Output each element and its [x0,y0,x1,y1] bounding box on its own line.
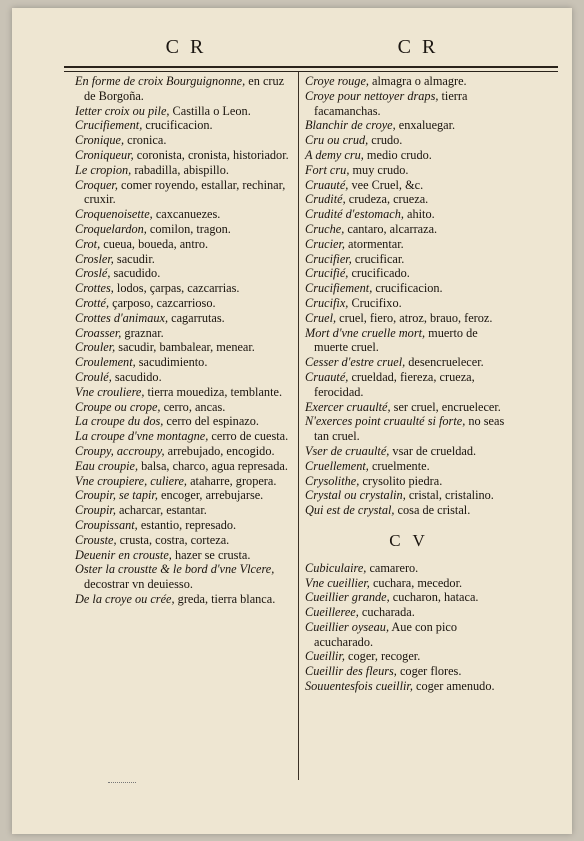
headword: Cueillier oyseau, [305,619,390,634]
dictionary-entry [305,266,513,281]
translation: cosa de cristal. [394,503,471,518]
headword: Cubiculaire, [305,560,367,575]
translation: sacudido. [110,266,161,281]
translation: muerto de muerte cruel. [314,325,478,355]
translation: çarposo, cazcarrioso. [109,295,216,310]
headword: Oster la croustte & le bord d'vne Vlcere, [75,562,275,577]
dictionary-entry [75,266,293,281]
translation: atormentar. [344,236,404,251]
dictionary-entry [305,679,513,694]
translation: coger flores. [396,664,462,679]
translation: rabadilla, abispillo. [131,162,229,177]
headword: Croslé, [75,266,111,281]
translation: cagarrutas. [168,310,225,325]
headword: Crottes d'animaux, [75,310,169,325]
headword: Cruauté, [305,369,349,384]
dictionary-entry [75,592,293,607]
dictionary-entry [305,133,513,148]
dictionary-entry [75,459,293,474]
dictionary-entry [75,237,293,252]
translation: decostrar vn deuiesso. [84,577,193,592]
headword: Crucier, [305,236,345,251]
dictionary-entry [305,74,513,89]
dictionary-entry [75,252,293,267]
headword: Crucifiement, [75,118,143,133]
translation: encoger, arrebujarse. [157,488,264,503]
headword: Cueillier grande, [305,590,390,605]
translation: balsa, charco, agua represada. [138,458,288,473]
translation: graznar. [121,325,164,340]
headword: Crudité d'estomach, [305,207,404,222]
headword: Cruellement, [305,458,369,473]
translation: sacudir, bambalear, menear. [115,340,255,355]
headword: Eau croupie, [75,458,139,473]
left-column [75,74,293,607]
translation: cantaro, alcarraza. [344,221,438,236]
translation: crucificacion. [142,118,213,133]
translation: cerro del espinazo. [163,414,259,429]
translation: cerro, ancas. [160,399,226,414]
headword: Croquer, [75,177,118,192]
translation: coger, recoger. [344,649,421,664]
dictionary-entry [305,414,513,444]
dictionary-entry [305,163,513,178]
headword: Croupir, [75,503,116,518]
dictionary-entry [75,74,293,104]
headword: Croniqueur, [75,147,134,162]
headword: La croupe du dos, [75,414,164,429]
dictionary-entry [75,503,293,518]
headword: Cueillir des fleurs, [305,664,397,679]
headword: Souuentesfois cueillir, [305,679,413,694]
translation: crysolito piedra. [359,473,443,488]
translation: comilon, tragon. [146,221,231,236]
translation: hazer se crusta. [171,547,251,562]
dictionary-entry [75,444,293,459]
headword: Crot, [75,236,101,251]
translation: camarero. [366,560,419,575]
headword: En forme de croix Bourguignonne, [75,74,246,88]
translation: almagra o almagre. [368,74,467,88]
translation: sacudir. [113,251,155,266]
headword: Vser de cruaulté, [305,443,390,458]
dictionary-entry [75,133,293,148]
translation: Castilla o Leon. [169,103,251,118]
dictionary-entry [305,326,513,356]
headword: Mort d'vne cruelle mort, [305,325,426,340]
headword: Croupy, accroupy, [75,443,165,458]
dictionary-entry [305,311,513,326]
dictionary-entry [75,296,293,311]
dictionary-entry [305,459,513,474]
dictionary-entry [305,590,513,605]
translation: desencruelecer. [405,355,484,370]
translation: tierra facamanchas. [314,88,468,118]
translation: coger amenudo. [412,679,495,694]
translation: crucificar. [351,251,405,266]
headword: Crucifier, [305,251,352,266]
headword: Croquenoisette, [75,207,153,222]
dictionary-entry [75,562,293,592]
section-title-cv: C V [389,530,429,550]
headword: Crouler, [75,340,116,355]
dictionary-entry [305,503,513,518]
headword: Ietter croix ou pile, [75,103,170,118]
translation: greda, tierra blanca. [174,591,276,606]
header-rule [64,66,558,68]
translation: crucificado. [348,266,410,281]
headword: Crottes, [75,281,114,296]
dictionary-entry [305,222,513,237]
dictionary-entry [75,548,293,563]
headword: Cueilleree, [305,605,359,620]
headword: De la croye ou crée, [75,591,175,606]
dictionary-entry [75,148,293,163]
dictionary-entry [75,474,293,489]
translation: estantio, represado. [137,517,237,532]
translation: en cruz de Borgoña. [84,74,285,103]
headword: Crysolithe, [305,473,360,488]
translation: sacudimiento. [135,355,208,370]
translation: tierra mouediza, temblante. [144,384,283,399]
translation: ser cruel, encruelecer. [390,399,501,414]
dictionary-entry [75,370,293,385]
dictionary-entry [75,355,293,370]
headword: Crucifié, [305,266,349,281]
dictionary-entry [75,163,293,178]
translation: medio crudo. [363,147,432,162]
headword: Crucifix, [305,295,349,310]
translation: cueua, boueda, antro. [100,236,209,251]
dictionary-entry [75,118,293,133]
translation: cruelmente. [368,458,430,473]
headword: Croupe ou crope, [75,399,161,414]
translation: comer royendo, estallar, rechinar, cruxir. [84,177,286,207]
dictionary-entry [305,178,513,193]
headword: Vne cueillier, [305,575,370,590]
translation: cronica. [124,133,167,148]
dictionary-entry [305,370,513,400]
headword: Crouste, [75,532,117,547]
headword: Le cropion, [75,162,132,177]
headword: Croye rouge, [305,74,369,88]
dictionary-entry [305,649,513,664]
dictionary-entry [305,561,513,576]
headword: Croye pour nettoyer draps, [305,88,439,103]
dictionary-entry [75,281,293,296]
headword: Exercer cruaulté, [305,399,391,414]
headword: Crudité, [305,192,346,207]
translation: vee Cruel, &c. [348,177,424,192]
translation: crudo. [368,133,403,148]
dictionary-entry [75,385,293,400]
translation: cucharon, hataca. [389,590,479,605]
translation: ataharre, gropera. [187,473,277,488]
dictionary-entry [75,533,293,548]
headword: Croquelardon, [75,221,147,236]
headword: Cruauté, [305,177,349,192]
dictionary-entry [305,148,513,163]
translation: crudeza, crueza. [345,192,429,207]
headword: Vne crouliere, [75,384,145,399]
translation: sacudido. [111,369,162,384]
dictionary-entry [75,414,293,429]
dictionary-entry [305,281,513,296]
dictionary-entry [305,252,513,267]
headword: Cruel, [305,310,337,325]
translation: crueldad, fiereza, crueza, ferocidad. [314,369,475,399]
dictionary-entry [75,326,293,341]
translation: cerro de cuesta. [208,429,289,444]
headword: A demy cru, [305,147,364,162]
dictionary-page [12,8,572,834]
translation: lodos, çarpas, cazcarrias. [113,281,240,296]
translation: cucharada. [358,605,415,620]
headword: Cueillir, [305,649,345,664]
dictionary-entry [75,429,293,444]
headword: Cesser d'estre cruel, [305,355,406,370]
dictionary-entry [75,207,293,222]
dictionary-entry [305,664,513,679]
headword: Croasser, [75,325,122,340]
translation: vsar de crueldad. [389,443,477,458]
headword: Crucifiement, [305,281,373,296]
translation: enxaluegar. [395,118,456,133]
dictionary-entry [305,620,513,650]
headword: Crosler, [75,251,114,266]
translation: Aue con pico acucharado. [314,619,457,649]
dictionary-entry [75,104,293,119]
dictionary-entry [75,222,293,237]
dictionary-entry [75,311,293,326]
dictionary-entry [305,89,513,119]
ink-smudge [108,770,136,783]
translation: cristal, cristalino. [405,488,494,503]
dictionary-entry [305,355,513,370]
header-rule-thin [64,71,558,72]
dictionary-entry [305,444,513,459]
running-head-left: C R [165,36,207,58]
headword: Crotté, [75,295,110,310]
headword: Vne croupiere, culiere, [75,473,187,488]
dictionary-entry [75,518,293,533]
translation: cuchara, mecedor. [369,575,463,590]
headword: Cronique, [75,133,125,148]
translation: ahito. [403,207,435,222]
headword: La croupe d'vne montagne, [75,429,209,444]
column-divider [298,72,299,780]
running-head-right: C R [397,36,439,58]
headword: Deuenir en crouste, [75,547,172,562]
dictionary-entry [75,340,293,355]
dictionary-entry [305,118,513,133]
translation: crucificacion. [372,281,443,296]
dictionary-entry [75,178,293,208]
translation: cruel, fiero, atroz, brauo, feroz. [336,310,493,325]
translation: caxcanuezes. [152,207,221,222]
translation: coronista, cronista, historiador. [133,147,289,162]
translation: muy crudo. [349,162,409,177]
dictionary-entry [305,192,513,207]
dictionary-entry [305,237,513,252]
translation: arrebujado, encogido. [164,443,275,458]
dictionary-entry [305,400,513,415]
headword: Croulé, [75,369,112,384]
dictionary-entry [305,488,513,503]
headword: Qui est de crystal, [305,503,395,518]
dictionary-entry [75,488,293,503]
headword: N'exerces point cruaulté si forte, [305,414,466,429]
headword: Fort cru, [305,162,350,177]
headword: Crystal ou crystalin, [305,488,406,503]
headword: Cruche, [305,221,345,236]
dictionary-entry [75,400,293,415]
right-column [305,74,513,694]
dictionary-entry [305,207,513,222]
dictionary-entry [305,605,513,620]
headword: Croulement, [75,355,136,370]
dictionary-entry [305,576,513,591]
dictionary-entry [305,474,513,489]
translation: crusta, costra, corteza. [116,532,230,547]
headword: Blanchir de croye, [305,118,396,133]
headword: Croupissant, [75,517,138,532]
translation: acharcar, estantar. [115,503,207,518]
headword: Croupir, se tapir, [75,488,158,503]
translation: no seas tan cruel. [314,414,505,444]
translation: Crucifixo. [348,295,402,310]
dictionary-entry [305,296,513,311]
headword: Cru ou crud, [305,133,369,148]
